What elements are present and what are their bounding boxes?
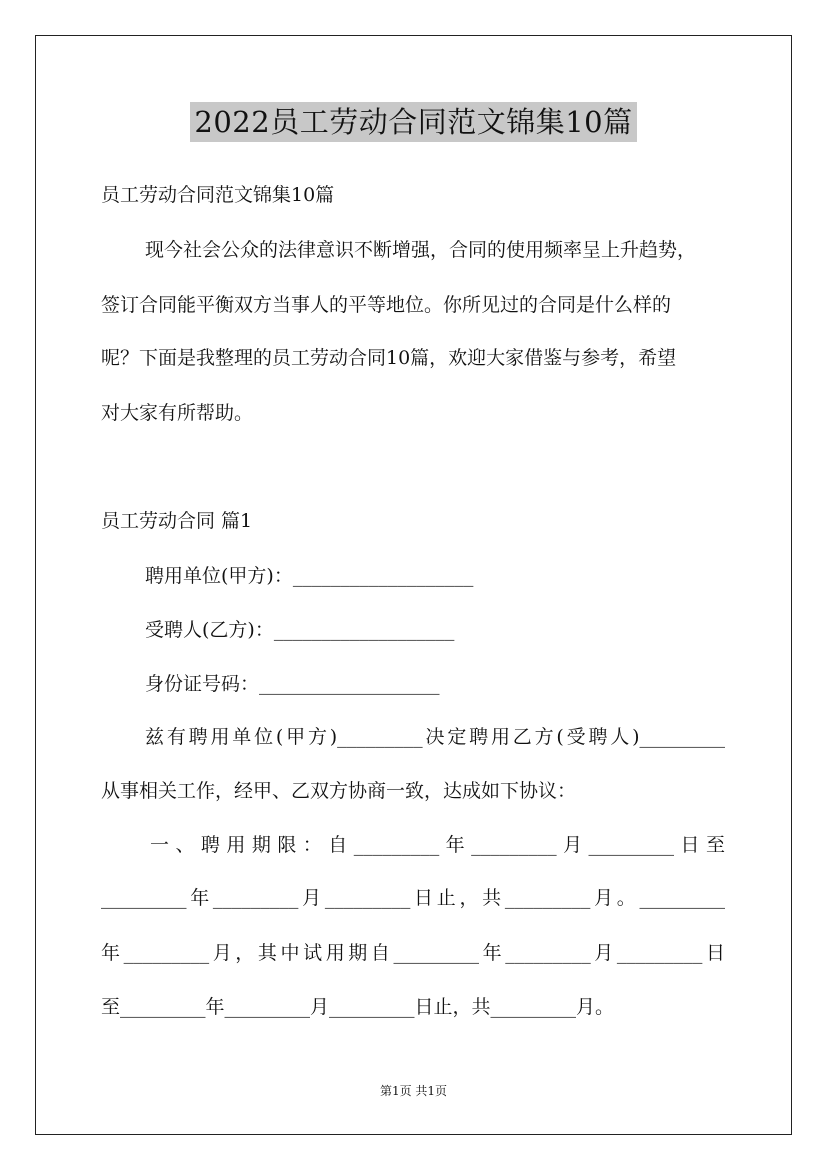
employer-field: 聘用单位(甲方)：___________________	[145, 565, 474, 587]
page-footer: 第1页 共1页	[379, 1084, 448, 1098]
id-number-field: 身份证号码：___________________	[145, 673, 440, 695]
intro-line-2: 签订合同能平衡双方当事人的平等地位。你所见过的合同是什么样的	[101, 294, 672, 316]
agreement-line-2: 从事相关工作，经甲、乙双方协商一致，达成如下协议：	[101, 780, 577, 802]
document-subtitle: 员工劳动合同范文锦集10篇	[101, 184, 335, 206]
term-line-4: 至_________年_________月_________日止，共_________月。	[101, 996, 615, 1018]
agreement-line-1: 兹有聘用单位(甲方)_________决定聘用乙方(受聘人)_________	[145, 726, 725, 748]
section-heading: 员工劳动合同 篇1	[101, 510, 253, 532]
term-line-3: 年_________月，其中试用期自_________年_________月_________日	[101, 942, 725, 964]
document-title: 2022员工劳动合同范文锦集10篇	[190, 102, 636, 142]
intro-line-3: 呢？下面是我整理的员工劳动合同10篇，欢迎大家借鉴与参考，希望	[101, 347, 677, 369]
intro-line-4: 对大家有所帮助。	[101, 402, 254, 424]
term-line-1: 一、聘用期限：自_________年_________月_________日至	[150, 834, 725, 856]
title-container	[0, 102, 827, 142]
intro-line-1: 现今社会公众的法律意识不断增强，合同的使用频率呈上升趋势，	[145, 239, 697, 261]
employee-field: 受聘人(乙方)：___________________	[145, 619, 455, 641]
term-line-2: _________年_________月_________日止，共_________月。_________	[101, 887, 725, 909]
